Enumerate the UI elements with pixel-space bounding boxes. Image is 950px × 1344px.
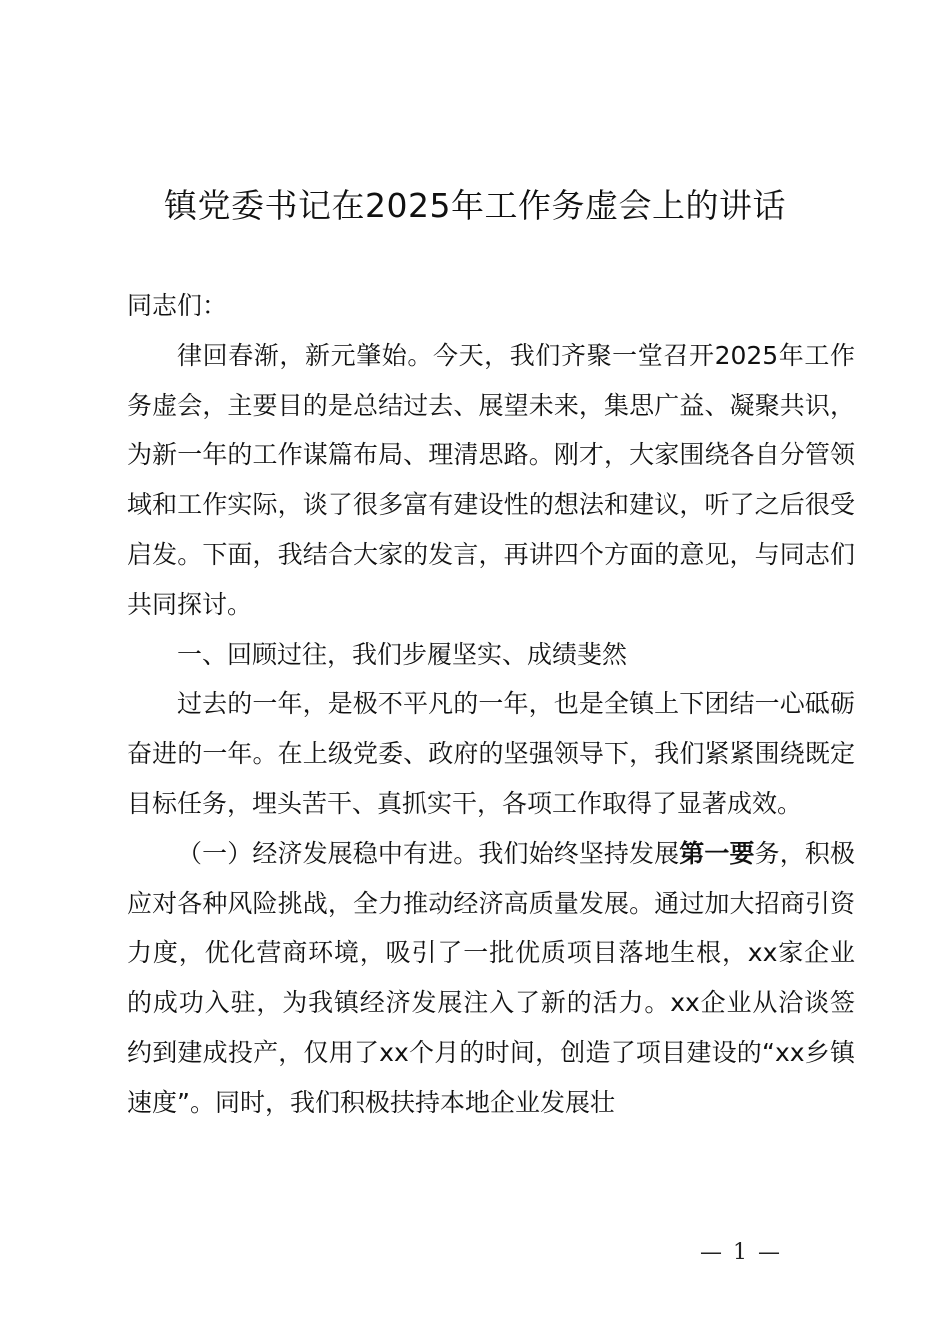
section-heading-one: 一、回顾过往，我们步履坚实、成绩斐然 <box>177 639 628 669</box>
page-number: — 1 — <box>700 1240 782 1265</box>
paragraph-economy <box>127 829 855 1128</box>
salutation: 同志们： <box>127 291 228 320</box>
paragraph-economy-bold: 第一要 <box>679 838 755 868</box>
document-title: 镇党委书记在2025年工作务虚会上的讲话 <box>164 186 786 225</box>
paragraph-review: 过去的一年，是极不平凡的一年，也是全镇上下团结一心砥砺奋进的一年。在上级党委、政府的坚强领导下，我们紧紧围绕既定目标任务，埋头苦干、真抓实干，各项工作取得了显著成效。 <box>127 689 855 818</box>
paragraph-opening: 律回春渐，新元肇始。今天，我们齐聚一堂召开2025年工作务虚会，主要目的是总结过去、展望未来，集思广益、凝聚共识，为新一年的工作谋篇布局、理清思路。刚才，大家围绕各自分管领域和工作实际，谈了很多富有建设性的想法和建议，听了之后很受启发。下面，我结合大家的发言，再讲四个方面的意见，与同志们共同探讨。 <box>127 340 855 619</box>
paragraph-economy-rest: 务，积极应对各种风险挑战，全力推动经济高质量发展。通过加大招商引资力度，优化营商环境，吸引了一批优质项目落地生根，xx家企业的成功入驻，为我镇经济发展注入了新的活力。xx企业从洽谈签约到建成投产，仅用了xx个月的时间，创造了项目建设的“xx乡镇速度”。同时，我们积极扶持本地企业发展壮 <box>127 838 855 1117</box>
paragraph-economy-start: （一）经济发展稳中有进。我们始终坚持发展 <box>177 838 680 868</box>
document-body <box>127 281 855 1128</box>
